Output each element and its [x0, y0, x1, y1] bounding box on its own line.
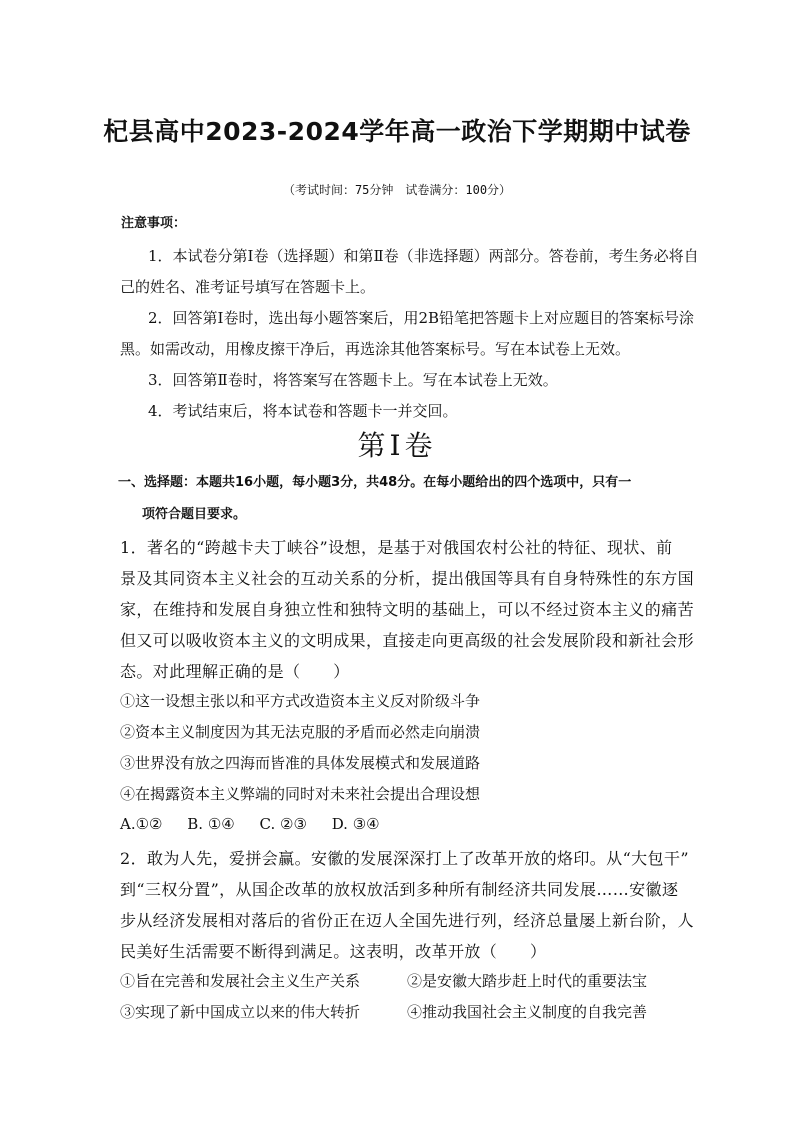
question-1-choices: [120, 815, 400, 833]
question-2-option: ②是安徽大踏步赶上时代的重要法宝: [407, 972, 648, 990]
question-2-option: ③实现了新中国成立以来的伟大转折: [120, 1003, 361, 1021]
note-line: 己的姓名、准考证号填写在答题卡上。: [120, 278, 376, 296]
question-1-line: 景及其同资本主义社会的互动关系的分析，提出俄国等具有自身特殊性的东方国: [120, 569, 695, 588]
question-2-line: 2．敢为人先，爱拼会赢。安徽的发展深深打上了改革开放的烙印。从“大包干”: [120, 849, 689, 868]
question-1-line: 态。对此理解正确的是（ ）: [120, 662, 350, 681]
question-2-line: 步从经济发展相对落后的省份正在迈人全国先进行列，经济总量屡上新台阶，人: [120, 911, 695, 930]
page-title: 杞县高中2023-2024学年高一政治下学期期中试卷: [103, 117, 691, 146]
question-2-line: 民美好生活需要不断得到满足。这表明，改革开放（ ）: [120, 942, 547, 961]
section-intro: 一、选择题：本题共16小题，每小题3分，共48分。在每小题给出的四个选项中，只有一: [118, 475, 632, 490]
question-2-option: ①旨在完善和发展社会主义生产关系: [120, 972, 361, 990]
question-2-line: 到“三权分置”，从国企改革的放权放活到多种所有制经济共同发展……安徽逐: [120, 880, 679, 899]
question-1-option: ④在揭露资本主义弊端的同时对未来社会提出合理设想: [120, 785, 481, 803]
choice-c: C. ②③: [259, 815, 307, 833]
question-2-option: ④推动我国社会主义制度的自我完善: [407, 1003, 648, 1021]
choice-d: D. ③④: [331, 815, 380, 833]
choice-b: B. ①④: [187, 815, 235, 833]
exam-time-info: （考试时间：75分钟 试卷满分：100分）: [282, 183, 512, 197]
question-1-option: ③世界没有放之四海而皆准的具体发展模式和发展道路: [120, 754, 481, 772]
question-1-line: 1．著名的“跨越卡夫丁峡谷”设想，是基于对俄国农村公社的特征、现状、前: [120, 538, 673, 557]
section-title: 第Ⅰ卷: [357, 429, 437, 462]
question-1-line: 但又可以吸收资本主义的文明成果，直接走向更高级的社会发展阶段和新社会形: [120, 631, 695, 650]
notes-heading: 注意事项：: [121, 216, 187, 231]
note-line: 3．回答第Ⅱ卷时，将答案写在答题卡上。写在本试卷上无效。: [148, 371, 558, 389]
note-line: 4．考试结束后，将本试卷和答题卡一并交回。: [148, 402, 458, 420]
question-1-line: 家，在维持和发展自身独立性和独特文明的基础上，可以不经过资本主义的痛苦: [120, 600, 695, 619]
question-1-option: ①这一设想主张以和平方式改造资本主义反对阶级斗争: [120, 692, 481, 710]
note-line: 黑。如需改动，用橡皮擦干净后，再选涂其他答案标号。写在本试卷上无效。: [120, 340, 631, 358]
choice-a: A.①②: [120, 815, 163, 833]
note-line: 2．回答第Ⅰ卷时，选出每小题答案后，用2B铅笔把答题卡上对应题目的答案标号涂: [148, 309, 695, 327]
section-intro-cont: 项符合题目要求。: [142, 507, 247, 522]
question-1-option: ②资本主义制度因为其无法克服的矛盾而必然走向崩溃: [120, 723, 481, 741]
note-line: 1．本试卷分第Ⅰ卷（选择题）和第Ⅱ卷（非选择题）两部分。答卷前，考生务必将自: [148, 247, 699, 265]
